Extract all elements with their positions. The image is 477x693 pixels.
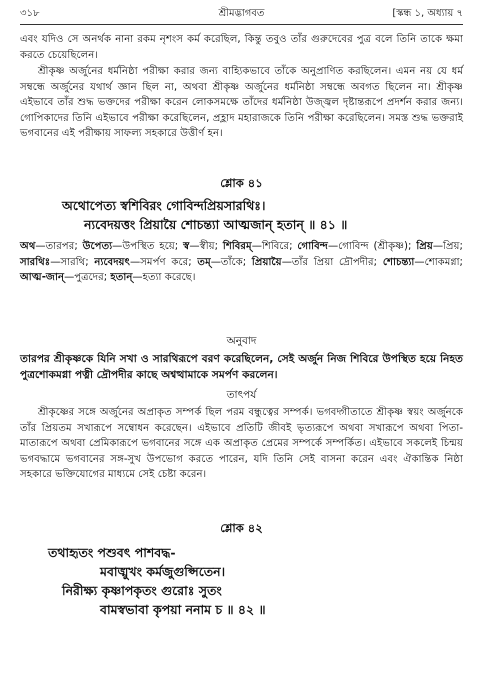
sloka-41-line-2: ন্যবেদয়ত্তং প্রিয়ায়ৈ শোচন্ত্যা আত্মজান্ হতান্ ॥ ৪১ ॥ (84, 217, 348, 232)
sloka-42-line-1: তথাহৃতং পশুবৎ পাশবদ্ধ- (48, 545, 176, 560)
sloka-42-line-2: মবাঙ্মুখং কর্মজুগুপ্সিতেন। (100, 564, 226, 579)
translation-heading: অনুবাদ (226, 335, 257, 347)
sloka-41-heading: শ্লোক ৪১ (220, 176, 263, 190)
sloka-41-verse (62, 196, 462, 234)
sloka-42-line-4: বামস্বভাবা কৃপয়া ননাম চ ॥ ৪২ ॥ (100, 602, 266, 617)
book-title: শ্রীমদ্ভাগবত (218, 8, 265, 19)
page-number: ৩১৮ (20, 8, 40, 19)
section-reference: [স্কন্ধ ১, অধ্যায় ৭ (392, 8, 463, 19)
sloka-41-line-1: অথোপেত্য স্বশিবিরং গোবিন্দপ্রিয়সারথিঃ। (62, 198, 266, 213)
page-header (20, 6, 463, 24)
continuation-paragraph-2: শ্রীকৃষ্ণ অর্জুনের ধর্মনিষ্ঠা পরীক্ষা করার জন্য বাহ্যিকভাবে তাঁকে অনুপ্রাণিত করছিলেন। এমন নয় যে ধর্ম সম্বন্ধে অর্জুনের যথার্থ জ্ঞান ছিল না, অথবা শ্রীকৃষ্ণ অর্জুনের ধর্মনিষ্ঠা সম্বন্ধে অবগত ছিলেন না। শ্রীকৃষ্ণ এইভাবে তাঁর শুদ্ধ ভক্তদের পরীক্ষা করেন লোকসমক্ষে তাঁদের ধর্মনিষ্ঠা উজ্জ্বল দৃষ্টান্তরূপে প্রদর্শন করার জন্য। গোপিকাদের তিনি এইভাবে পরীক্ষা করেছিলেন, প্রহ্লাদ মহারাজকে তিনি পরীক্ষা করেছিলেন। সমস্ত শুদ্ধ ভক্তরাই ভগবানের এই পরীক্ষায় সাফল্য সহকারে উত্তীর্ণ হন। (20, 66, 463, 139)
continuation-paragraph-1: এবং যদিও সে অনর্থক নানা রকম নৃশংস কর্ম করেছিল, কিন্তু তবুও তাঁর গুরুদেবের পুত্র বলে তিনি তাকে ক্ষমা করতে চেয়েছিলেন। (20, 34, 463, 61)
sloka-41-synonyms: অথ—তারপর; উপেত্য—উপস্থিত হয়ে; স্ব—স্বীয়; শিবিরম্—শিবিরে; গোবিন্দ—গোবিন্দ (শ্রীকৃষ্ণ); প্রিয়—প্রিয়; সারথিঃ—সারথি; ন্যবেদয়ৎ—সমর্পণ করে; তম্—তাঁকে; প্রিয়ায়ৈ—তাঁর প্রিয়া দ্রৌপদীর; শোচন্ত্যা—শোকমগ্না; আত্ম-জান্—পুত্রদের; হতান্—হত্যা করেছে। (20, 241, 463, 283)
sloka-41-translation: তারপর শ্রীকৃষ্ণকে যিনি সখা ও সারথিরূপে বরণ করেছিলেন, সেই অর্জুন নিজ শিবিরে উপস্থিত হয়ে নিহত পুত্রশোকমগ্না পত্নী দ্রৌপদীর কাছে অশ্বত্থামাকে সমর্পণ করলেন। (20, 353, 463, 381)
sloka-41-purport: শ্রীকৃষ্ণের সঙ্গে অর্জুনের অপ্রাকৃত সম্পর্ক ছিল পরম বন্ধুত্বের সম্পর্ক। ভগবদ্গীতাতে শ্রীকৃষ্ণ স্বয়ং অর্জুনকে তাঁর প্রিয়তম সখারূপে সম্বোধন করেছেন। এইভাবে প্রতিটি জীবই ভৃত্যরূপে অথবা সখারূপে অথবা পিতা-মাতারূপে অথবা প্রেমিকারূপে ভগবানের সঙ্গে এক অপ্রাকৃত প্রেমের সম্পর্কে সম্পর্কিত। এইভাবে সকলেই চিন্ময় ভগবদ্ধামে ভগবানের সঙ্গ-সুখ উপভোগ করতে পারেন, যদি তিনি সেই বাসনা করেন এবং ঐকান্তিক নিষ্ঠা সহকারে ভক্তিযোগের মাধ্যমে সেই চেষ্টা করেন। (20, 407, 463, 480)
header-rule (20, 24, 463, 25)
sloka-42-verse (48, 543, 448, 619)
purport-heading: তাৎপর্য (226, 389, 257, 401)
sloka-42-line-3: নিরীক্ষ্য কৃষ্ণাপকৃতং গুরোঃ সুতং (62, 583, 222, 598)
sloka-42-heading: শ্লোক ৪২ (220, 521, 263, 535)
